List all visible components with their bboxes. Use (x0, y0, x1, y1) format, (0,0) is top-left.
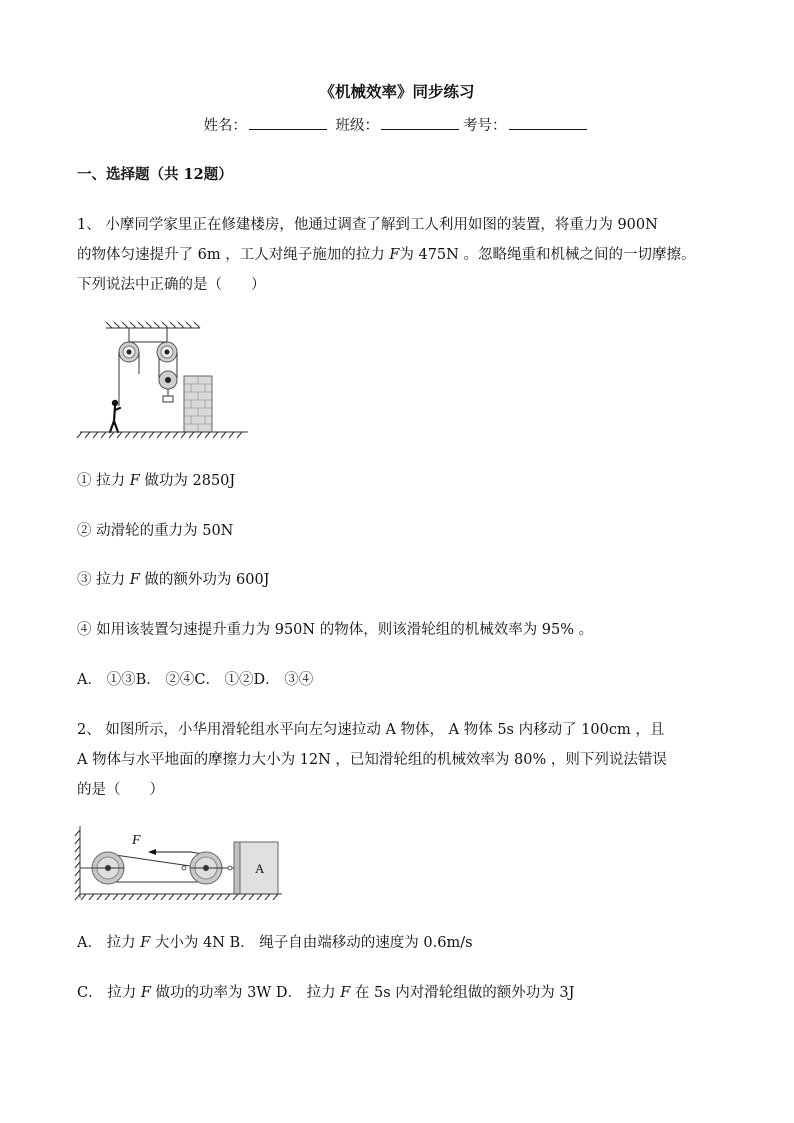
q2-pulley-figure (72, 824, 292, 904)
q2-options-ab (77, 931, 473, 952)
name-blank (249, 115, 327, 130)
q1-s4-prefix: ④ 如用该装置匀速提升重力为 950N 的物体，则该滑轮组的机械效率为 95% 。 (77, 622, 594, 638)
q1-s1-prefix: ① 拉力 (77, 473, 130, 489)
q2-line1: 2、 如图所示，小华用滑轮组水平向左匀速拉动 A 物体， A 物体 5s 内移动了 100cm ，且 (77, 722, 665, 738)
q2-force-label: F (132, 833, 141, 848)
section-title: 一、选择题（共 12题） (77, 166, 233, 183)
q2-floor (80, 894, 282, 900)
q1-s3-prefix: ③ 拉力 (77, 572, 130, 588)
q1-s3-var: F (129, 572, 140, 588)
q1-line1: 1、 小摩同学家里正在修建楼房，他通过调查了解到工人利用如图的装置，将重力为 900N (77, 217, 658, 233)
exam-label: 考号： (463, 118, 507, 134)
q2-line3: 的是（ ） (77, 782, 164, 798)
q2-wall (75, 826, 80, 900)
exam-blank (509, 115, 587, 130)
q1-ground (77, 432, 248, 438)
q1-fixed-pulley-right (157, 342, 177, 362)
q2-moving-pulley (182, 852, 232, 884)
q1-ceiling (106, 322, 200, 328)
q1-s2-prefix: ② 动滑轮的重力为 50N (77, 523, 234, 539)
q2-opt-ab-post: 大小为 4N B． 绳子自由端移动的速度为 0.6m/s (150, 935, 473, 951)
q1-line2 (77, 243, 695, 264)
q1-fixed-pulley-left (119, 342, 139, 362)
q2-options-cd (77, 981, 574, 1002)
q1-line3: 下列说法中正确的是（ ） (77, 277, 266, 293)
q1-pulley-figure (76, 318, 256, 440)
q1-s3-suffix: 做的额外功为 600J (139, 572, 270, 588)
q2-block-a (234, 842, 278, 894)
student-info-line (0, 114, 794, 135)
q1-line2-var: F (389, 247, 400, 263)
q1-statement-2 (77, 519, 233, 540)
q1-statement-4 (77, 618, 593, 639)
q2-opt-a-pre: A． 拉力 (77, 935, 141, 951)
q2-opt-c-pre: C． 拉力 (77, 985, 141, 1001)
q2-opt-d-post: 在 5s 内对滑轮组做的额外功为 3J (350, 985, 575, 1001)
q1-s1-var: F (129, 473, 140, 489)
q1-line2-b: 为 475N 。忽略绳重和机械之间的一切摩擦。 (399, 247, 696, 263)
q2-line2: A 物体与水平地面的摩擦力大小为 12N ，已知滑轮组的机械效率为 80% ，则下列说法错误 (77, 752, 667, 768)
q1-options: A． ①③B． ②④C． ①②D． ③④ (77, 672, 314, 688)
q2-opt-c-var: F (140, 985, 151, 1001)
q1-statement-3 (77, 568, 270, 589)
q2-opt-a-var: F (140, 935, 151, 951)
q1-brick-wall (184, 376, 212, 432)
q2-opt-cd-mid: 做功的功率为 3W D． 拉力 (150, 985, 341, 1001)
q1-line2-a: 的物体匀速提升了 6m ，工人对绳子施加的拉力 (77, 247, 390, 263)
q1-moving-pulley (159, 371, 177, 402)
q1-statement-1 (77, 469, 235, 490)
q2-fixed-pulley (92, 852, 124, 884)
q1-s1-suffix: 做功为 2850J (139, 473, 236, 489)
class-label: 班级： (335, 118, 380, 134)
q2-opt-d-var: F (340, 985, 351, 1001)
page-title: 《机械效率》同步练习 (319, 82, 475, 101)
q2-block-label: A (255, 861, 265, 876)
class-blank (381, 115, 459, 130)
name-label: 姓名： (203, 118, 247, 134)
